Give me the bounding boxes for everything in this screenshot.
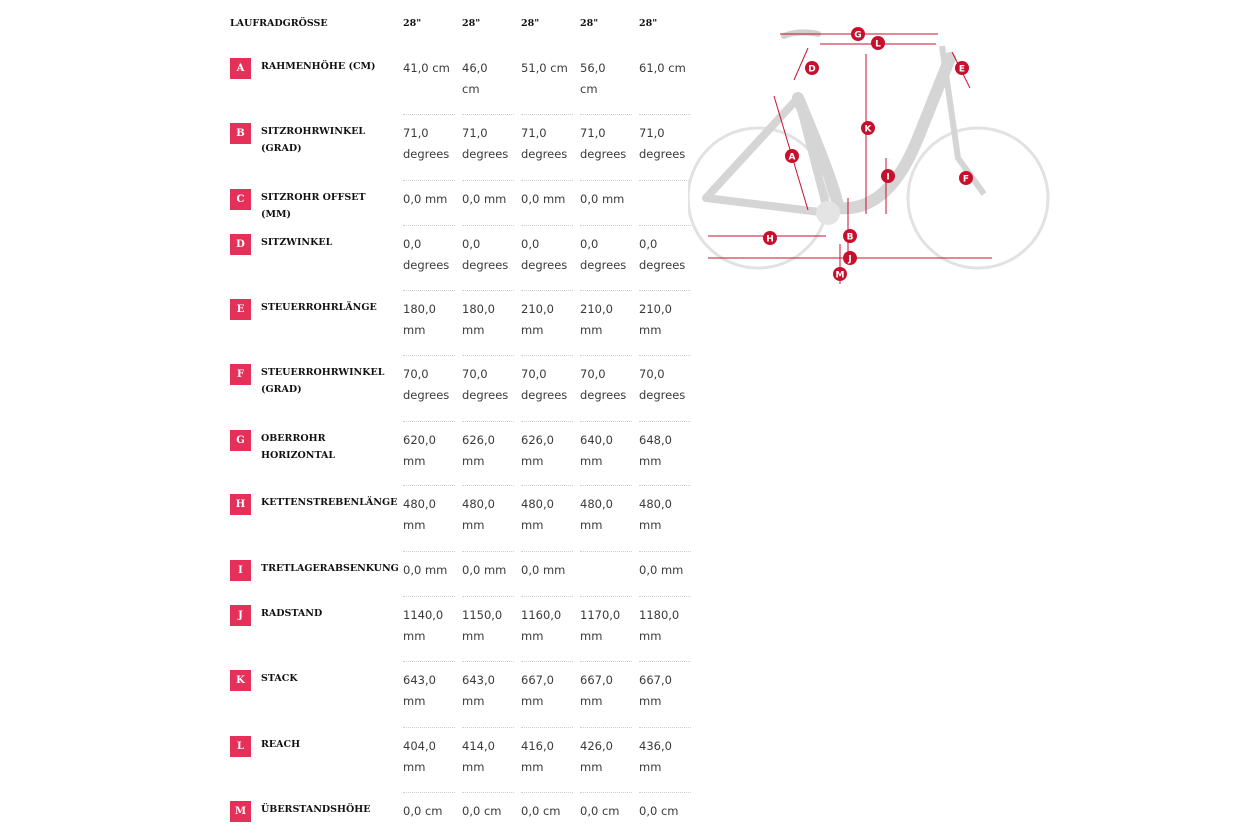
value-line: 210,0	[639, 302, 672, 316]
value-cell	[403, 123, 457, 165]
value-cell	[521, 364, 575, 406]
value-line: mm	[521, 629, 544, 643]
row-divider	[403, 551, 455, 553]
row-divider	[521, 727, 573, 729]
table-header	[226, 18, 696, 34]
value-line: 0,0 mm	[639, 563, 684, 577]
frame-drawing	[688, 32, 1048, 268]
value-line: mm	[521, 760, 544, 774]
value-cell	[521, 123, 575, 165]
parameter-name: STACK	[261, 673, 298, 684]
marker-d	[805, 61, 819, 75]
value-line: 480,0	[521, 497, 554, 511]
value-line: degrees	[639, 258, 686, 272]
value-cell	[521, 560, 575, 581]
row-divider	[580, 792, 632, 794]
row-divider	[580, 551, 632, 553]
value-line: mm	[580, 629, 603, 643]
row-divider	[580, 727, 632, 729]
value-cell	[639, 299, 693, 341]
value-line: 71,0	[580, 126, 606, 140]
dimension-key-badge: A	[230, 58, 251, 79]
value-line: degrees	[462, 258, 509, 272]
value-line: mm	[462, 694, 485, 708]
parameter-name: ÜBERSTANDSHÖHE	[261, 804, 371, 815]
marker-a	[785, 149, 799, 163]
row-divider	[580, 225, 632, 227]
value-line: degrees	[462, 147, 509, 161]
value-line: 480,0	[462, 497, 495, 511]
dimension-key-badge: K	[230, 670, 251, 691]
value-line: 56,0	[580, 61, 606, 75]
row-divider	[639, 727, 691, 729]
value-cell	[462, 189, 516, 210]
row-divider	[521, 114, 573, 116]
value-line: mm	[403, 760, 426, 774]
value-line: degrees	[403, 388, 450, 402]
value-cell	[462, 299, 516, 341]
value-cell	[639, 801, 693, 822]
value-line: 0,0 cm	[580, 804, 620, 818]
row-divider	[639, 355, 691, 357]
row-divider	[462, 485, 514, 487]
value-line: 180,0	[462, 302, 495, 316]
row-divider	[580, 114, 632, 116]
marker-label: L	[875, 39, 881, 50]
value-line: 70,0	[639, 367, 665, 381]
dimension-key-badge: H	[230, 494, 251, 515]
row-divider	[580, 485, 632, 487]
value-cell	[462, 605, 516, 647]
value-line: degrees	[639, 388, 686, 402]
value-line: cm	[462, 82, 480, 96]
value-line: degrees	[580, 388, 627, 402]
value-line: 480,0	[403, 497, 436, 511]
value-line: 61,0 cm	[639, 61, 686, 75]
value-cell	[521, 430, 575, 472]
value-line: 0,0	[521, 237, 540, 251]
value-cell	[403, 299, 457, 341]
marker-k	[861, 121, 875, 135]
value-cell	[403, 189, 457, 210]
row-divider	[639, 290, 691, 292]
value-line: 643,0	[462, 673, 495, 687]
value-line: mm	[580, 454, 603, 468]
row-divider	[639, 792, 691, 794]
value-line: degrees	[403, 147, 450, 161]
value-line: degrees	[403, 258, 450, 272]
value-line: 667,0	[580, 673, 613, 687]
value-line: degrees	[580, 147, 627, 161]
row-divider	[462, 180, 514, 182]
marker-label: K	[864, 124, 872, 135]
dim-d	[794, 48, 808, 80]
marker-label: J	[848, 254, 852, 265]
row-divider	[521, 290, 573, 292]
value-line: mm	[403, 694, 426, 708]
value-cell	[639, 430, 693, 472]
value-cell	[403, 560, 457, 581]
value-line: 416,0	[521, 739, 554, 753]
row-divider	[521, 225, 573, 227]
value-cell	[521, 299, 575, 341]
value-line: mm	[639, 518, 662, 532]
value-cell	[639, 364, 693, 406]
row-divider	[462, 421, 514, 423]
value-line: mm	[462, 323, 485, 337]
row-divider	[403, 290, 455, 292]
value-line: 0,0 mm	[403, 563, 448, 577]
value-line: 640,0	[580, 433, 613, 447]
row-divider	[403, 596, 455, 598]
value-line: degrees	[462, 388, 509, 402]
bike-geometry-diagram	[688, 18, 1050, 290]
parameter-name: RAHMENHÖHE (CM)	[261, 61, 376, 72]
value-cell	[403, 670, 457, 712]
value-cell	[580, 123, 634, 165]
row-divider	[462, 225, 514, 227]
value-cell	[403, 801, 457, 822]
value-cell	[462, 430, 516, 472]
parameter-name: REACH	[261, 739, 301, 750]
marker-label: B	[846, 232, 854, 243]
value-line: 1180,0	[639, 608, 680, 622]
value-line: 667,0	[521, 673, 554, 687]
value-line: mm	[462, 518, 485, 532]
parameter-name: STEUERROHRLÄNGE	[261, 302, 377, 313]
size-col-2: 28"	[462, 18, 481, 29]
front-wheel	[908, 128, 1048, 268]
value-cell	[403, 58, 457, 79]
parameter-name: SITZROHR OFFSET (MM)	[261, 192, 366, 220]
value-cell	[462, 801, 516, 822]
marker-label: E	[958, 64, 966, 75]
value-cell	[521, 494, 575, 536]
value-line: degrees	[521, 147, 568, 161]
value-line: 404,0	[403, 739, 436, 753]
marker-label: H	[766, 234, 774, 245]
value-line: mm	[639, 629, 662, 643]
row-divider	[580, 596, 632, 598]
row-divider	[580, 421, 632, 423]
marker-label: M	[835, 270, 845, 281]
marker-label: I	[886, 172, 890, 183]
row-divider	[403, 225, 455, 227]
row-divider	[403, 792, 455, 794]
value-cell	[580, 736, 634, 778]
row-divider	[521, 355, 573, 357]
marker-l	[871, 36, 885, 50]
value-line: 480,0	[580, 497, 613, 511]
parameter-name: SITZWINKEL	[261, 237, 333, 248]
marker-m	[833, 267, 847, 281]
value-line: 180,0	[403, 302, 436, 316]
value-line: 1150,0	[462, 608, 503, 622]
value-cell	[462, 494, 516, 536]
parameter-name: TRETLAGERABSENKUNG	[261, 563, 399, 574]
value-line: 436,0	[639, 739, 672, 753]
value-cell	[521, 605, 575, 647]
value-line: mm	[639, 454, 662, 468]
value-line: 46,0	[462, 61, 488, 75]
value-cell	[462, 123, 516, 165]
value-cell	[462, 58, 516, 100]
row-divider	[462, 355, 514, 357]
row-divider	[521, 551, 573, 553]
marker-h	[763, 231, 777, 245]
value-line: mm	[462, 454, 485, 468]
value-line: 1170,0	[580, 608, 621, 622]
marker-j	[843, 251, 857, 265]
value-line: mm	[639, 694, 662, 708]
dimension-key-badge: F	[230, 364, 251, 385]
row-divider	[639, 596, 691, 598]
row-divider	[639, 114, 691, 116]
value-cell	[462, 560, 516, 581]
marker-b	[843, 229, 857, 243]
row-divider	[521, 792, 573, 794]
size-col-5: 28"	[639, 18, 658, 29]
value-line: 0,0 mm	[521, 192, 566, 206]
value-line: cm	[580, 82, 598, 96]
value-cell	[403, 605, 457, 647]
value-line: 0,0 cm	[462, 804, 502, 818]
value-line: 71,0	[403, 126, 429, 140]
value-line: 0,0 mm	[403, 192, 448, 206]
dimension-key-badge: M	[230, 801, 251, 822]
size-col-3: 28"	[521, 18, 540, 29]
value-line: 70,0	[462, 367, 488, 381]
value-line: mm	[403, 323, 426, 337]
value-cell	[403, 736, 457, 778]
value-line: mm	[521, 694, 544, 708]
value-cell	[521, 670, 575, 712]
row-divider	[462, 290, 514, 292]
row-divider	[580, 661, 632, 663]
value-line: 626,0	[521, 433, 554, 447]
marker-i	[881, 169, 895, 183]
value-line: mm	[580, 323, 603, 337]
value-cell	[521, 801, 575, 822]
value-line: 1140,0	[403, 608, 444, 622]
dimension-key-badge: B	[230, 123, 251, 144]
value-cell	[580, 189, 634, 210]
value-cell	[639, 736, 693, 778]
size-col-4: 28"	[580, 18, 599, 29]
row-divider	[521, 485, 573, 487]
value-line: 210,0	[580, 302, 613, 316]
value-cell	[639, 58, 693, 79]
value-line: 426,0	[580, 739, 613, 753]
marker-label: A	[788, 152, 796, 163]
dimension-key-badge: L	[230, 736, 251, 757]
value-cell	[639, 670, 693, 712]
value-cell	[403, 494, 457, 536]
bottom-bracket	[816, 201, 840, 225]
value-cell	[521, 189, 575, 210]
row-divider	[462, 727, 514, 729]
value-line: mm	[403, 518, 426, 532]
value-line: 71,0	[462, 126, 488, 140]
row-divider	[580, 180, 632, 182]
value-line: 51,0 cm	[521, 61, 568, 75]
value-cell	[580, 494, 634, 536]
row-divider	[639, 551, 691, 553]
row-divider	[403, 421, 455, 423]
row-divider	[639, 180, 691, 182]
value-line: 0,0 mm	[462, 192, 507, 206]
value-line: mm	[403, 454, 426, 468]
row-divider	[521, 596, 573, 598]
row-divider	[639, 421, 691, 423]
value-line: 71,0	[639, 126, 665, 140]
value-line: mm	[403, 629, 426, 643]
value-line: mm	[462, 629, 485, 643]
value-line: 626,0	[462, 433, 495, 447]
value-line: mm	[521, 323, 544, 337]
dimension-key-badge: E	[230, 299, 251, 320]
value-cell	[580, 58, 634, 100]
row-divider	[580, 290, 632, 292]
value-line: 71,0	[521, 126, 547, 140]
parameter-name: KETTENSTREBENLÄNGE	[261, 497, 398, 508]
value-line: 70,0	[403, 367, 429, 381]
value-line: 480,0	[639, 497, 672, 511]
value-line: 41,0 cm	[403, 61, 450, 75]
row-divider	[521, 180, 573, 182]
value-cell	[580, 430, 634, 472]
value-line: mm	[639, 760, 662, 774]
value-cell	[580, 605, 634, 647]
value-line: 414,0	[462, 739, 495, 753]
marker-label: F	[962, 174, 970, 185]
row-divider	[580, 355, 632, 357]
value-line: 0,0	[580, 237, 599, 251]
value-cell	[639, 123, 693, 165]
value-cell	[521, 736, 575, 778]
value-line: 620,0	[403, 433, 436, 447]
value-line: 0,0	[639, 237, 658, 251]
value-line: 0,0 cm	[521, 804, 561, 818]
value-cell	[403, 430, 457, 472]
value-line: mm	[521, 454, 544, 468]
value-line: 648,0	[639, 433, 672, 447]
row-divider	[521, 421, 573, 423]
value-line: degrees	[521, 258, 568, 272]
marker-e	[955, 61, 969, 75]
marker-f	[959, 171, 973, 185]
value-cell	[462, 364, 516, 406]
value-line: 0,0 cm	[403, 804, 443, 818]
row-divider	[403, 661, 455, 663]
parameter-name: OBERROHR HORIZONTAL	[261, 433, 336, 461]
value-line: 70,0	[580, 367, 606, 381]
value-cell	[462, 736, 516, 778]
row-divider	[462, 114, 514, 116]
value-cell	[580, 299, 634, 341]
value-line: degrees	[580, 258, 627, 272]
dimension-key-badge: D	[230, 234, 251, 255]
value-line: 0,0	[462, 237, 481, 251]
value-line: mm	[580, 518, 603, 532]
value-cell	[462, 670, 516, 712]
row-divider	[462, 792, 514, 794]
dimension-key-badge: C	[230, 189, 251, 210]
marker-label: D	[808, 64, 816, 75]
row-divider	[462, 661, 514, 663]
parameter-name: STEUERROHRWINKEL (GRAD)	[261, 367, 385, 395]
value-cell	[639, 234, 693, 276]
value-line: 643,0	[403, 673, 436, 687]
dimension-key-badge: G	[230, 430, 251, 451]
row-divider	[639, 485, 691, 487]
value-cell	[521, 234, 575, 276]
value-cell	[403, 234, 457, 276]
value-cell	[403, 364, 457, 406]
value-cell	[580, 670, 634, 712]
marker-label: G	[854, 30, 862, 41]
value-line: mm	[639, 323, 662, 337]
row-divider	[403, 355, 455, 357]
row-divider	[403, 727, 455, 729]
dimension-key-badge: J	[230, 605, 251, 626]
value-cell	[639, 494, 693, 536]
value-cell	[462, 234, 516, 276]
value-cell	[639, 560, 693, 581]
value-line: 1160,0	[521, 608, 562, 622]
row-divider	[403, 180, 455, 182]
value-cell	[580, 801, 634, 822]
dimension-key-badge: I	[230, 560, 251, 581]
value-line: 0,0	[403, 237, 422, 251]
row-divider	[403, 485, 455, 487]
value-cell	[639, 605, 693, 647]
value-line: 0,0 mm	[462, 563, 507, 577]
value-line: 667,0	[639, 673, 672, 687]
value-line: mm	[580, 760, 603, 774]
value-line: 0,0 cm	[639, 804, 679, 818]
value-line: 70,0	[521, 367, 547, 381]
value-cell	[580, 234, 634, 276]
value-line: 210,0	[521, 302, 554, 316]
row-divider	[639, 225, 691, 227]
value-line: degrees	[639, 147, 686, 161]
value-cell	[580, 364, 634, 406]
value-line: 0,0 mm	[521, 563, 566, 577]
value-line: mm	[462, 760, 485, 774]
value-cell	[521, 58, 575, 79]
value-line: degrees	[521, 388, 568, 402]
row-divider	[462, 596, 514, 598]
wheel-size-label: LAUFRADGRÖSSE	[230, 18, 328, 29]
row-divider	[639, 661, 691, 663]
value-line: mm	[521, 518, 544, 532]
marker-g	[851, 27, 865, 41]
row-divider	[403, 114, 455, 116]
parameter-name: RADSTAND	[261, 608, 323, 619]
parameter-name: SITZROHRWINKEL (GRAD)	[261, 126, 366, 154]
row-divider	[521, 661, 573, 663]
value-line: mm	[580, 694, 603, 708]
row-divider	[462, 551, 514, 553]
size-col-1: 28"	[403, 18, 422, 29]
value-line: 0,0 mm	[580, 192, 625, 206]
